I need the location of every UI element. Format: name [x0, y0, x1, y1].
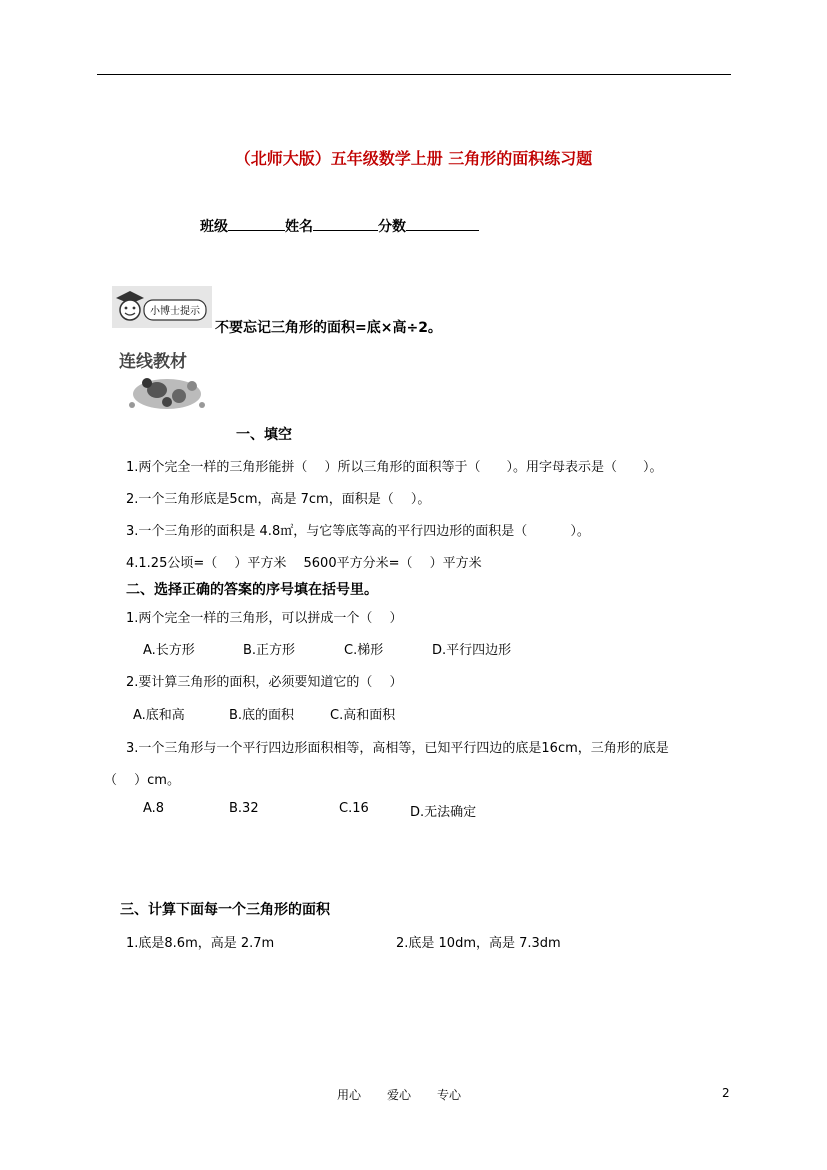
footer-item-1: 用心	[337, 1088, 362, 1102]
header-rule	[97, 74, 731, 75]
section2-heading: 二、选择正确的答案的序号填在括号里。	[126, 582, 378, 598]
doctor-tip-badge-icon	[112, 286, 212, 328]
class-label: 班级	[200, 219, 228, 235]
score-label: 分数	[378, 219, 406, 235]
s2-q1-option-b: B.正方形	[243, 643, 296, 658]
s2-q1-option-c: C.梯形	[344, 643, 384, 658]
section1-heading: 一、填空	[236, 427, 292, 443]
s2-question-3-line1: 3.一个三角形与一个平行四边形面积相等，高相等，已知平行四边的底是16cm，三角形的底是	[126, 741, 669, 756]
s2-question-3-line2: （ ）cm。	[104, 773, 180, 788]
class-blank[interactable]	[228, 216, 285, 231]
s2-q1-option-a: A.长方形	[143, 643, 195, 658]
name-label: 姓名	[285, 219, 313, 235]
badge-text: 小博士提示	[150, 306, 200, 317]
footer-item-3: 专心	[437, 1088, 462, 1102]
score-blank[interactable]	[406, 216, 479, 231]
s2-q3-option-c: C.16	[339, 801, 369, 816]
tip-text: 不要忘记三角形的面积=底×高÷2。	[215, 320, 442, 336]
page-title: （北师大版）五年级数学上册 三角形的面积练习题	[234, 149, 593, 168]
s3-question-1: 1.底是8.6m，高是 2.7m	[126, 936, 275, 951]
s2-q2-option-a: A.底和高	[133, 708, 185, 723]
page-number: 2	[722, 1086, 730, 1100]
textbook-link-logo-icon	[117, 350, 217, 415]
s1-question-2: 2.一个三角形底是5cm，高是 7cm，面积是（ ）。	[126, 492, 431, 507]
s2-q2-option-b: B.底的面积	[229, 708, 295, 723]
s2-question-1: 1.两个完全一样的三角形，可以拼成一个（ ）	[126, 611, 403, 626]
section3-heading: 三、计算下面每一个三角形的面积	[120, 902, 330, 918]
s2-q1-option-d: D.平行四边形	[432, 643, 512, 658]
footer-item-2: 爱心	[387, 1088, 412, 1102]
s2-q3-option-a: A.8	[143, 801, 165, 816]
s2-q2-option-c: C.高和面积	[330, 708, 396, 723]
s2-question-2: 2.要计算三角形的面积，必须要知道它的（ ）	[126, 675, 403, 690]
s3-question-2: 2.底是 10dm，高是 7.3dm	[396, 936, 561, 951]
s2-q3-option-d: D.无法确定	[410, 805, 477, 820]
student-info-line	[200, 216, 479, 236]
s2-q3-option-b: B.32	[229, 801, 259, 816]
s1-question-1: 1.两个完全一样的三角形能拼（ ）所以三角形的面积等于（ ）。用字母表示是（ ）。	[126, 460, 663, 475]
s1-question-3: 3.一个三角形的面积是 4.8㎡，与它等底等高的平行四边形的面积是（ ）。	[126, 524, 590, 539]
logo-text: 连线教材	[119, 352, 187, 372]
name-blank[interactable]	[313, 216, 378, 231]
s1-question-4: 4.1.25公顷=（ ）平方米 5600平方分米=（ ）平方米	[126, 556, 482, 571]
